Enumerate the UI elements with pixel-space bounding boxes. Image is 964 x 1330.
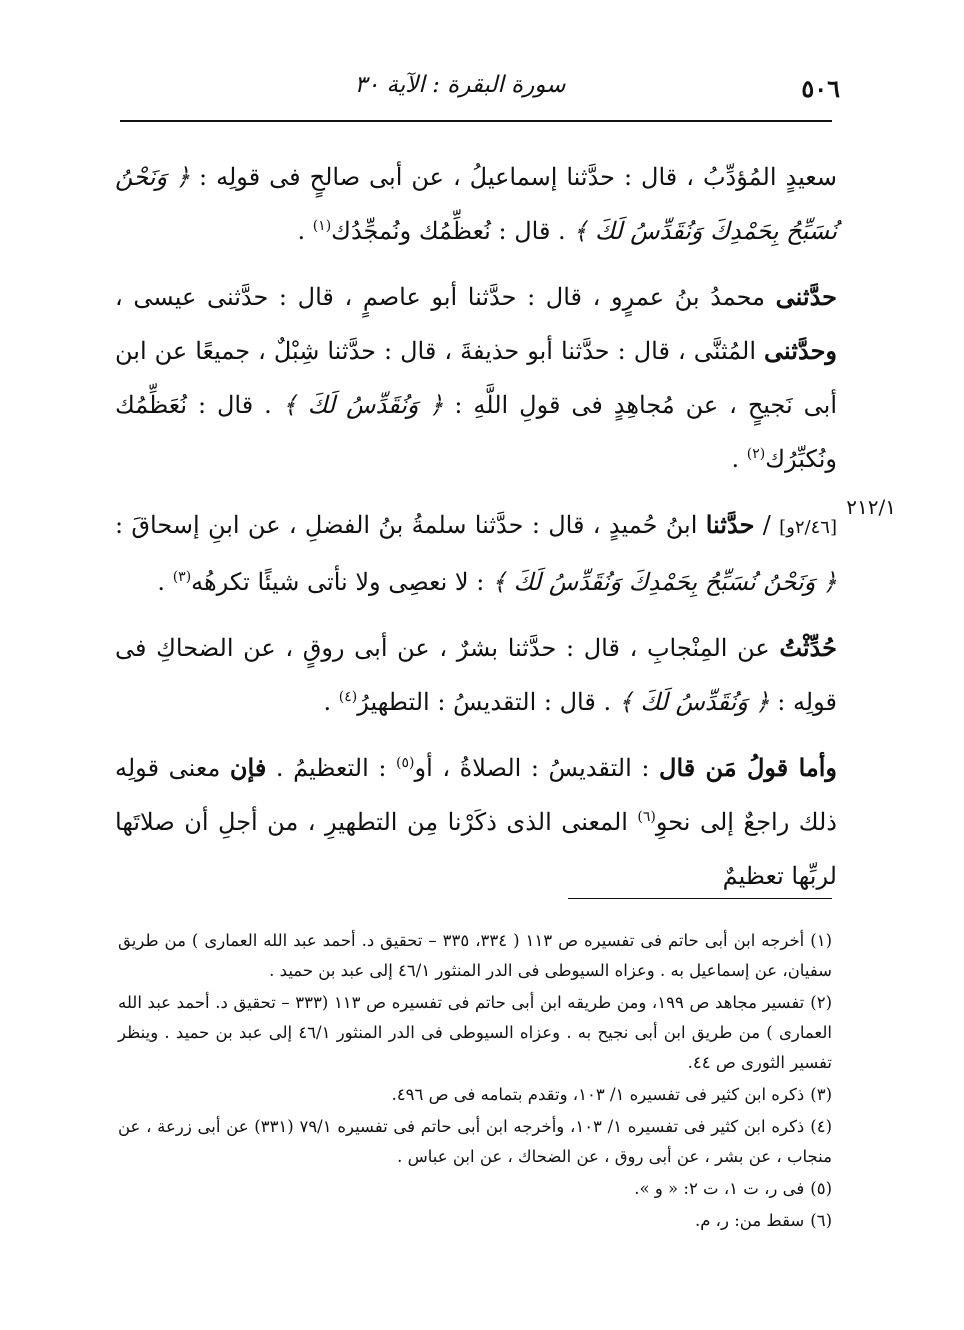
text-run: محمدُ بنُ عمرٍو ، قال : حدَّثنا أبو عاصمٍ ، قال : حدَّثنى عيسى ،	[115, 283, 776, 311]
text-run: .	[731, 445, 747, 473]
text-run: /	[754, 511, 780, 539]
text-run: المُثنَّى ، قال : حدَّثنا أبو حذيفةَ ، قال : حدَّثنا شِبْلٌ ، جميعًا عن ابن أبى نَجيحٍ ، عن مُجاهِدٍ فى قولِ اللَّهِ :	[115, 337, 837, 419]
footnote-1	[118, 926, 832, 986]
footnote-number: (٦)	[810, 1211, 832, 1230]
footnote-ref-1[interactable]: (١)	[312, 218, 332, 234]
footnote-ref-3[interactable]: (٣)	[172, 569, 192, 585]
lead-word: وأما قولُ مَن قال	[659, 753, 837, 782]
text-run: المعنى الذى ذكَرْنا مِن التطهيرِ ، من أجلِ أن صلاتَها لربِّها تعظيمٌ	[115, 808, 837, 890]
lead-word: وحدَّثنى	[764, 336, 837, 365]
quran-verse: ﴿ وَنَحْنُ نُسَبِّحُ بِحَمْدِكَ وَنُقَدِّسُ لَكَ ﴾	[491, 568, 837, 596]
footnote-ref-2[interactable]: (٢)	[746, 446, 766, 462]
text-run: : التعظيمُ .	[266, 754, 397, 782]
footnote-2	[118, 988, 832, 1078]
text-run: .	[323, 688, 339, 716]
lead-word: فإن	[229, 753, 267, 782]
footnote-text: تفسير مجاهد ص ١٩٩، ومن طريقه ابن أبى حاتم فى تفسيره ص ١١٣ (٣٣٣ – تحقيق د. أحمد عبد الله العمارى ) من طريق ابن أبى نجيح به . وعزاه السيوطى فى الدر المنثور ٤٦/١ إلى عبد بن حميد . وينظر تفسير الثورى ص ٤٤.	[118, 993, 832, 1072]
footnote-rule	[568, 898, 832, 899]
footnote-6	[118, 1206, 832, 1236]
header-rule	[120, 120, 832, 122]
text-run: : لا نعصِى ولا نأتى شيئًا تكرهُه	[191, 568, 492, 596]
footnote-text: أخرجه ابن أبى حاتم فى تفسيره ص ١١٣ ( ٣٣٤، ٣٣٥ – تحقيق د. أحمد عبد الله العمارى ) من طريق سفيان، عن إسماعيل به . وعزاه السيوطى فى الدر المنثور ٤٦/١ إلى عبد بن حميد .	[118, 931, 832, 980]
text-run: . قال : نُعَظِّمُك ونُكبِّرُك	[115, 391, 837, 473]
footnote-ref-5[interactable]: (٥)	[396, 755, 415, 771]
footnote-ref-4[interactable]: (٤)	[338, 689, 358, 705]
text-run: معنى قولِه ذلك راجعٌ إلى نحوِ	[115, 754, 837, 836]
paragraph-2	[115, 270, 837, 486]
footnote-number: (٤)	[810, 1117, 833, 1136]
footnote-text: سقط من: ر، م.	[694, 1211, 805, 1230]
margin-note: ٢١٢/١	[846, 495, 896, 519]
paragraph-5	[115, 741, 837, 903]
footnote-text: ذكره ابن كثير فى تفسيره ١/ ١٠٣، وتقدم بتمامه فى ص ٤٩٦.	[391, 1085, 805, 1104]
text-run: عن المِنْجابِ ، قال : حدَّثنا بشرٌ ، عن أبى روقٍ ، عن الضحاكِ فى قولِه :	[115, 634, 837, 716]
paragraph-1	[115, 150, 837, 258]
footnote-3	[118, 1080, 832, 1110]
paragraph-3	[115, 498, 837, 609]
footnote-text: ذكره ابن كثير فى تفسيره ١/ ١٠٣، وأخرجه ابن أبى حاتم فى تفسيره ٧٩/١ (٣٣١) عن أبى زرعة ، عن منجاب ، عن بشر ، عن أبى روق ، عن الضحاك ، عن ابن عباس .	[118, 1117, 832, 1166]
text-run: : التقديسُ : الصلاةُ ، أو	[414, 754, 660, 782]
quran-verse: ﴿ وَنُقَدِّسُ لَكَ ﴾	[618, 688, 770, 716]
page-number: ٥٠٦	[801, 74, 840, 103]
footnotes	[118, 926, 832, 1238]
footnote-5	[118, 1174, 832, 1204]
lead-word: حدَّثنا	[705, 510, 755, 539]
quran-verse: ﴿ وَنُقَدِّسُ لَكَ ﴾	[282, 391, 444, 419]
running-title: سورة البقرة : الآية ٣٠	[354, 72, 566, 98]
footnote-ref-6[interactable]: (٦)	[637, 809, 656, 825]
text-run: . قال : التقديسُ : التطهيرُ	[357, 688, 619, 716]
text-run: . قال : نُعظِّمُك ونُمجِّدُك	[331, 217, 574, 245]
footnote-number: (١)	[810, 931, 832, 950]
text-run: ابنُ حُميدٍ ، قال : حدَّثنا سلمةُ بنُ الفضلِ ، عن ابنِ إسحاقَ :	[115, 511, 706, 539]
manuscript-folio-ref: [٢/٤٦و]	[779, 517, 837, 538]
text-run: سعيدٍ المُؤدِّبُ ، قال : حدَّثنا إسماعيلُ ، عن أبى صالحٍ فى قولِه :	[190, 163, 837, 191]
quran-verse: ﴿ وَنَحْنُ نُسَبِّحُ بِحَمْدِكَ وَنُقَدِّسُ لَكَ ﴾	[115, 163, 837, 245]
footnote-4	[118, 1112, 832, 1172]
footnote-text: فى ر، ت ١، ت ٢: « و ».	[634, 1179, 805, 1198]
text-run: .	[157, 568, 173, 596]
footnote-number: (٢)	[810, 993, 833, 1012]
footnote-number: (٣)	[810, 1085, 832, 1104]
body-text	[115, 150, 837, 915]
lead-word: حدَّثنى	[775, 282, 837, 311]
lead-word: حُدِّثْتُ	[779, 633, 837, 662]
text-run: .	[297, 217, 313, 245]
footnote-number: (٥)	[810, 1179, 832, 1198]
paragraph-4	[115, 621, 837, 729]
